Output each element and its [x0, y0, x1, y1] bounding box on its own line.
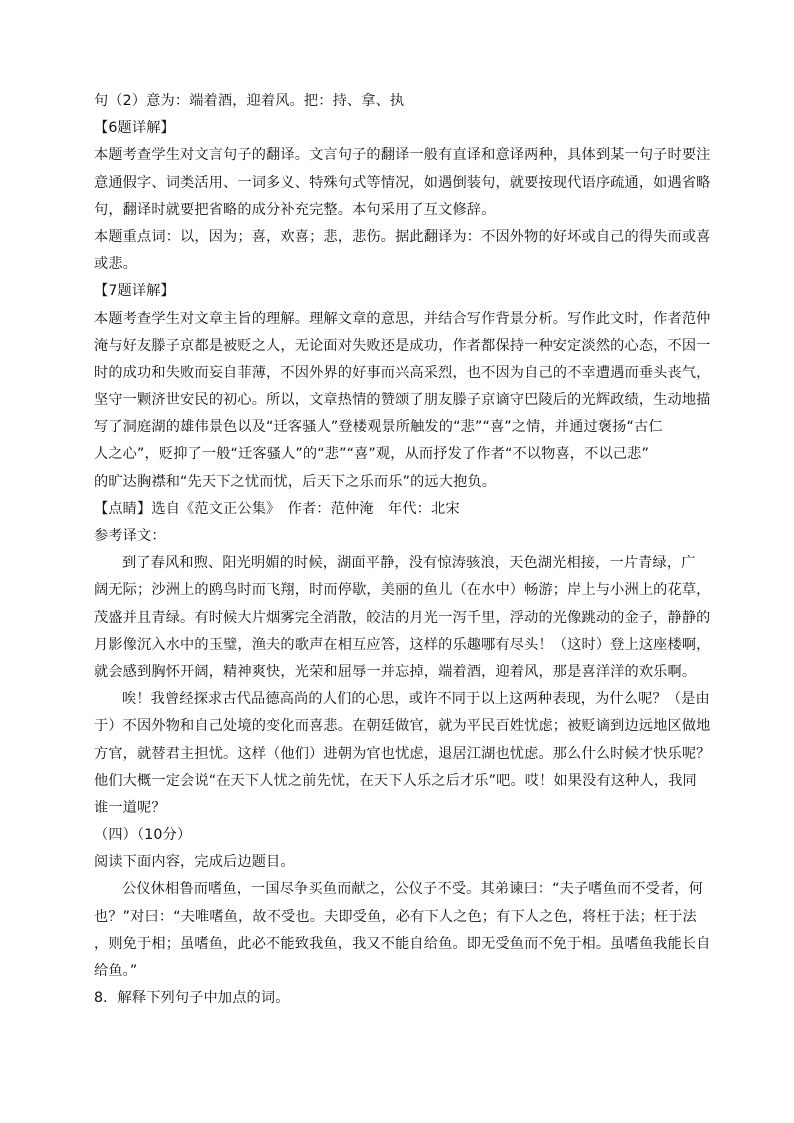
text-line: 坚守一颗济世安民的初心。所以，文章热情的赞颂了朋友滕子京谪守巴陵后的光辉政绩，生动地描 — [94, 392, 711, 409]
translation-heading: 参考译文： — [94, 528, 166, 544]
text-line: 谁一道呢？ — [94, 799, 166, 816]
text-line: ，则免于相；虽嗜鱼，此必不能致我鱼，我又不能自给鱼。即无受鱼而不免于相。虽嗜鱼我能长自 — [94, 935, 711, 952]
text-line: 于）不因外物和自己处境的变化而喜悲。在朝廷做官，就为平民百姓忧虑；被贬谪到边远地区做地 — [94, 718, 711, 735]
text-line: 月影像沉入水中的玉璧，渔夫的歌声在相互应答，这样的乐趣哪有尽头！（这时）登上这座楼啊， — [94, 636, 711, 653]
text-line: 句（2）意为：端着酒，迎着风。把：持、拿、执 — [94, 93, 405, 109]
text-line: 阔无际；沙洲上的鸥鸟时而飞翔，时而停歇，美丽的鱼儿（在水中）畅游；岸上与小洲上的花草， — [94, 582, 711, 599]
text-line: 意通假字、词类活用、一词多义、特殊句式等情况，如遇倒装句，就要按现代语序疏通，如遇省略 — [94, 174, 711, 191]
text-line: 方官，就替君主担忧。这样（他们）进朝为官也忧虑，退居江湖也忧虑。那么什么时候才快乐呢？ — [94, 745, 711, 762]
text-line: 公仪休相鲁而嗜鱼，一国尽争买鱼而献之，公仪子不受。其弟谏曰：“夫子嗜鱼而不受者，何 — [122, 881, 704, 898]
section-heading-6: 【6题详解】 — [94, 120, 175, 137]
question-8: 8．解释下列句子中加点的词。 — [94, 990, 290, 1007]
text-line: 茂盛并且青绿。有时候大片烟雾完全消散，皎洁的月光一泻千里，浮动的光像跳动的金子，静静的 — [94, 609, 711, 626]
text-line: 时的成功和失败而妄自菲薄，不因外界的好事而兴高采烈，也不因为自己的不幸遭遇而垂头丧气， — [94, 364, 711, 381]
document-body — [94, 88, 711, 1012]
text-line: 也？”对曰：“夫唯嗜鱼，故不受也。夫即受鱼，必有下人之色；有下人之色，将枉于法；枉于法 — [94, 908, 697, 925]
source-note: 【点睛】选自《范文正公集》 作者：范仲淹 年代：北宋 — [94, 500, 460, 517]
text-line: 唉！我曾经探求古代品德高尚的人们的心思，或许不同于以上这两种表现，为什么呢？（是由 — [122, 691, 710, 708]
instruction: 阅读下面内容，完成后边题目。 — [94, 854, 295, 871]
text-line: 写了洞庭湖的雄伟景色以及“迁客骚人”登楼观景所触发的“悲”“喜”之情，并通过褒扬“古仁 — [94, 419, 663, 436]
text-line: 本题考查学生对文言句子的翻译。文言句子的翻译一般有直译和意译两种，具体到某一句子时要注 — [94, 147, 711, 164]
text-line: 他们大概一定会说“在天下人忧之前先忧，在天下人乐之后才乐”吧。哎！如果没有这种人，我同 — [94, 772, 697, 789]
text-line: 或悲。 — [94, 256, 138, 273]
text-line: 淹与好友滕子京都是被贬之人，无论面对失败还是成功，作者都保持一种安定淡然的心态，不因一 — [94, 337, 711, 354]
section-heading-7: 【7题详解】 — [94, 283, 175, 300]
text-line: 人之心”，贬抑了一般“迁客骚人”的“悲”“喜”观，从而抒发了作者“不以物喜，不以己悲” — [94, 446, 649, 463]
text-line: 本题考查学生对文章主旨的理解。理解文章的意思，并结合写作背景分析。写作此文时，作者范仲 — [94, 310, 711, 327]
text-line: 本题重点词：以，因为；喜，欢喜；悲，悲伤。据此翻译为：不因外物的好坏或自己的得失而或喜 — [94, 228, 711, 245]
text-line: 的旷达胸襟和“先天下之忧而忧，后天下之乐而乐”的远大抱负。 — [94, 473, 497, 490]
text-line: 到了春风和煦、阳光明媚的时候，湖面平静，没有惊涛骇浪，天色湖光相接，一片青绿，广 — [122, 555, 696, 572]
part-heading: （四）（10分） — [94, 827, 192, 844]
text-line: 句，翻译时就要把省略的成分补充完整。本句采用了互文修辞。 — [94, 201, 496, 218]
text-line: 就会感到胸怀开阔，精神爽快，光荣和屈辱一并忘掉，端着酒，迎着风，那是喜洋洋的欢乐啊。 — [94, 663, 697, 680]
text-line: 给鱼。” — [94, 963, 138, 979]
